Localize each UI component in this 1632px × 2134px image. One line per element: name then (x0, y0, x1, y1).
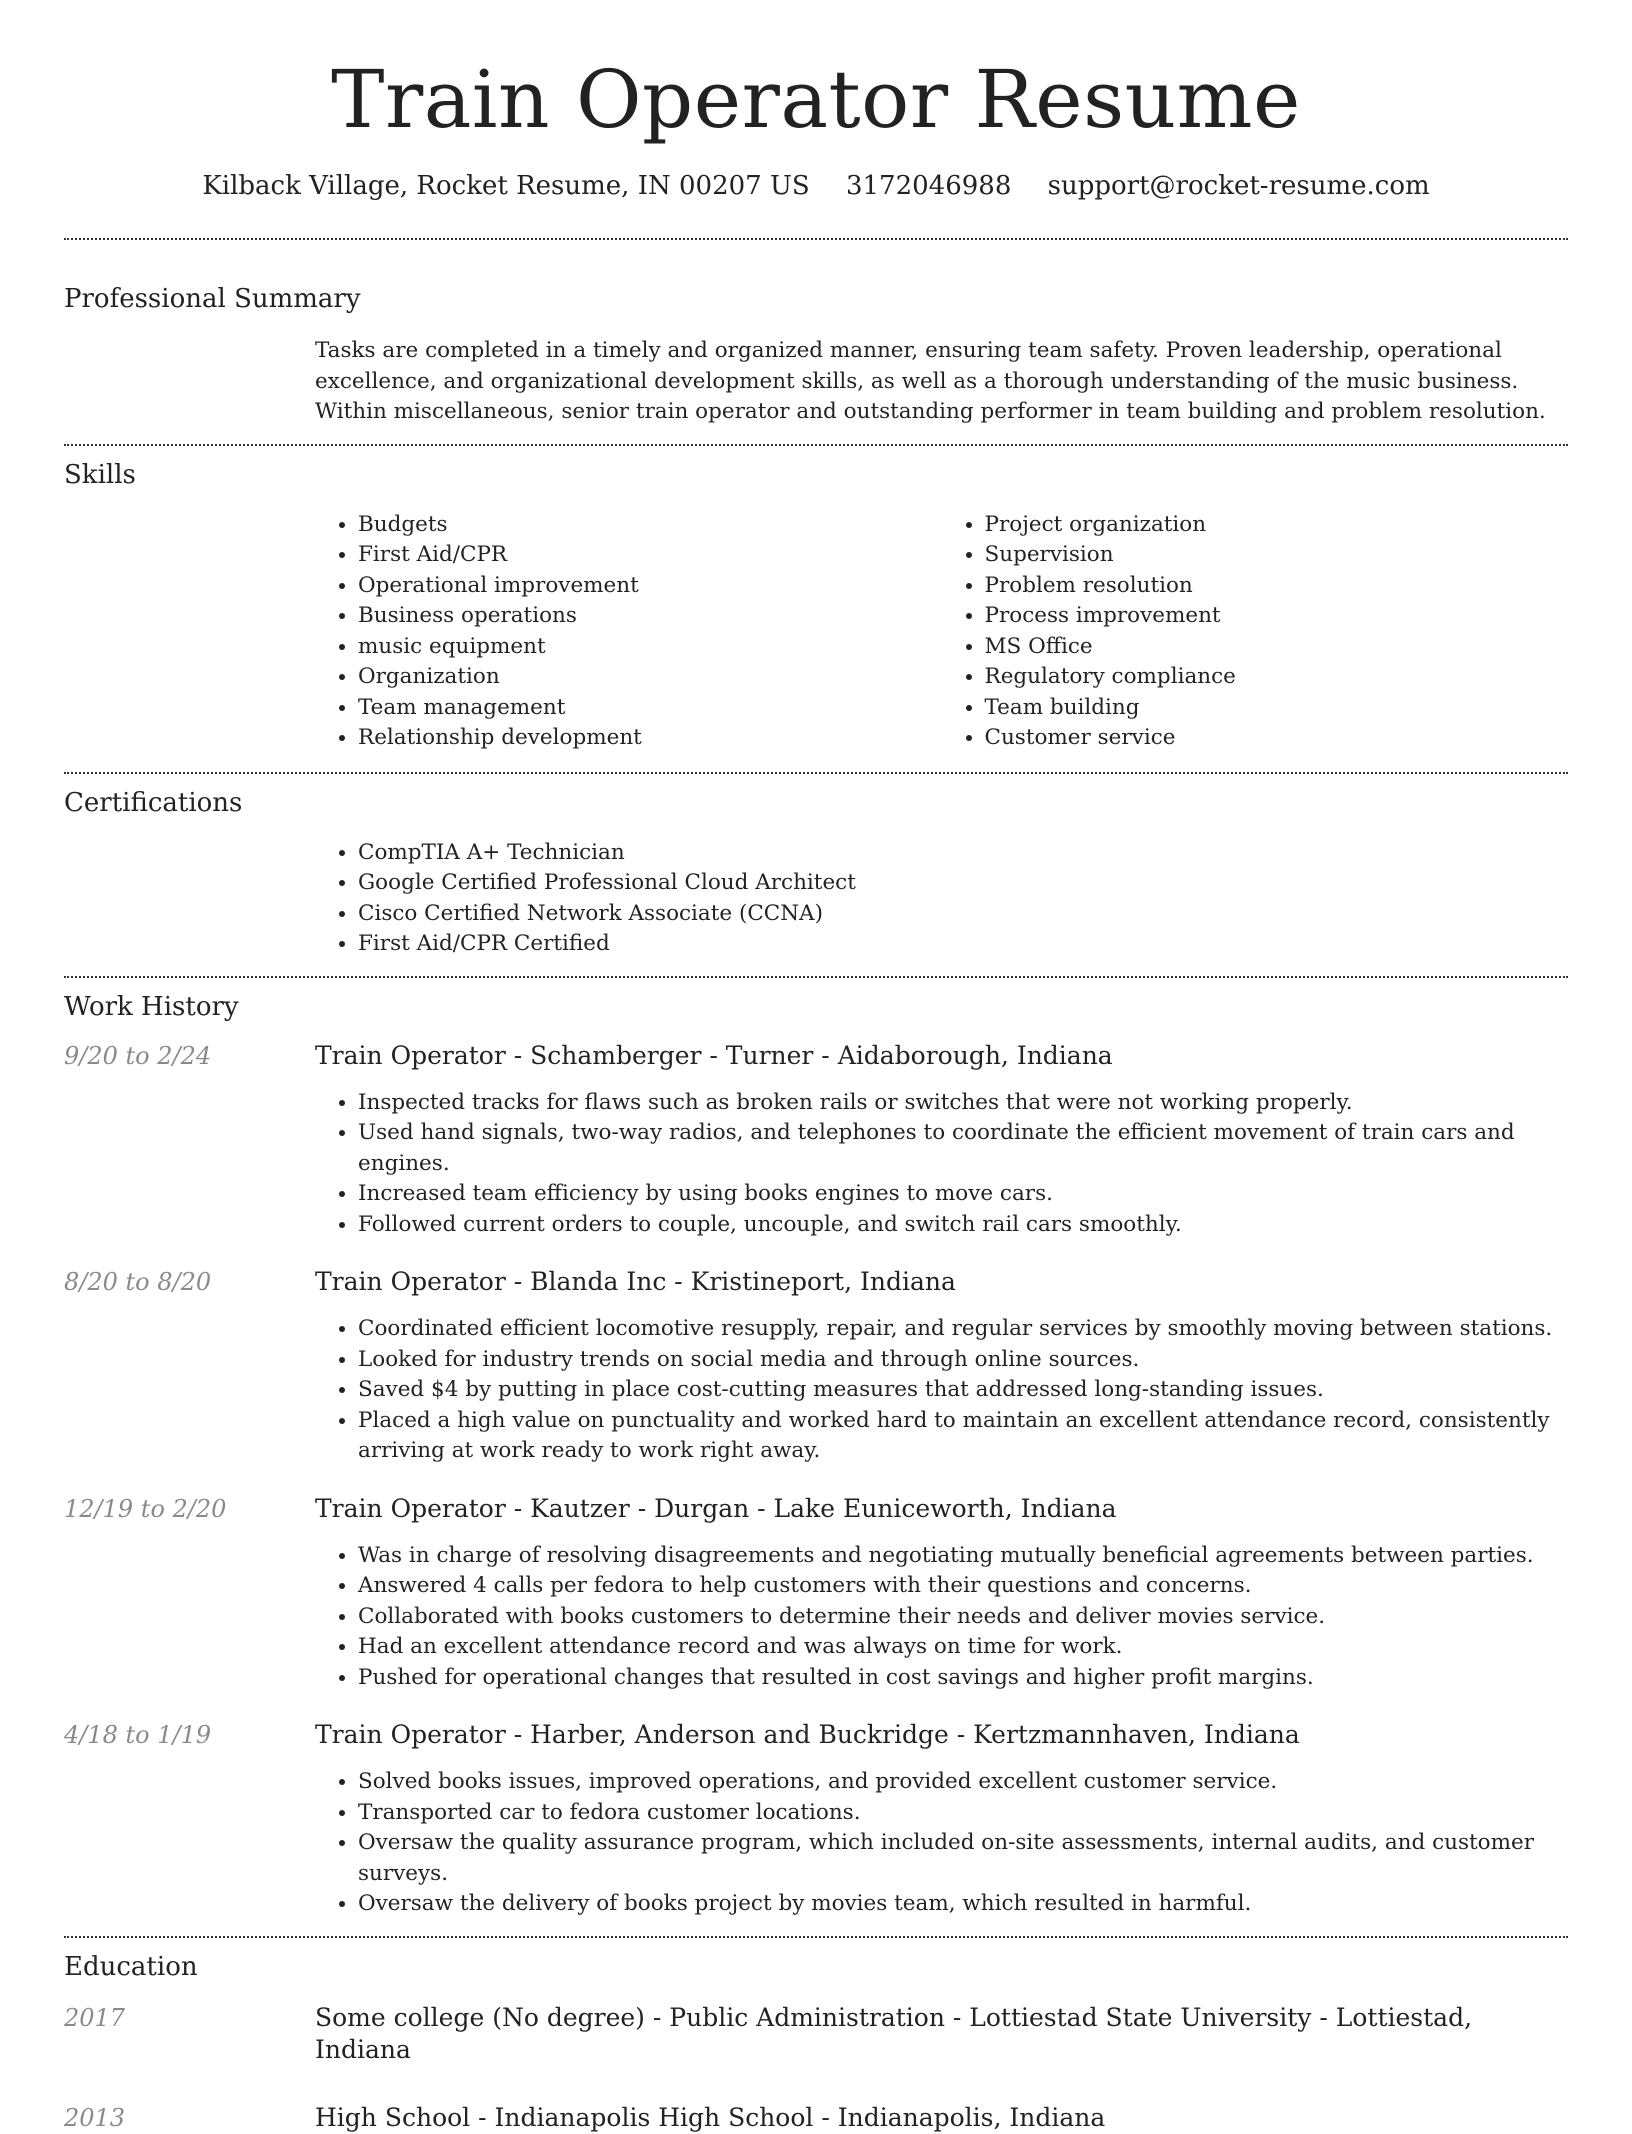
job-title: Train Operator - Blanda Inc - Kristineport, Indiana (315, 1267, 956, 1296)
job-bullet: • Used hand signals, two-way radios, and telephones to coordinate the efficient movement of train cars and engines. (358, 1118, 1568, 1179)
job-bullet: • Had an excellent attendance record and was always on time for work. (358, 1632, 1568, 1663)
job-bullet: • Oversaw the quality assurance program, which included on-site assessments, internal audits, and customer surveys. (358, 1828, 1568, 1889)
section-heading-certifications: Certifications (64, 787, 243, 818)
contact-address: Kilback Village, Rocket Resume, IN 00207 US (202, 171, 810, 201)
section-heading-skills: Skills (64, 459, 136, 490)
certification-item: • Cisco Certified Network Associate (CCNA) (358, 899, 1568, 930)
education-year: 2013 (64, 2103, 126, 2132)
education-title: High School - Indianapolis High School - Indianapolis, Indiana (315, 2102, 1106, 2132)
section-heading-education: Education (64, 1951, 198, 1982)
job-bullet: • Saved $4 by putting in place cost-cutting measures that addressed long-standing issues. (358, 1375, 1568, 1406)
job-title: Train Operator - Schamberger - Turner - Aidaborough, Indiana (315, 1040, 1113, 1070)
job-dates: 8/20 to 8/20 (64, 1268, 212, 1296)
job-dates: 12/19 to 2/20 (64, 1494, 227, 1523)
education-year: 2017 (64, 2003, 126, 2032)
job-entry (64, 1266, 1568, 1467)
job-entry (64, 1719, 1568, 1920)
divider (64, 238, 1568, 240)
job-bullet: • Placed a high value on punctuality and worked hard to maintain an excellent attendance record, consistently arriving at work ready to work right away. (358, 1406, 1568, 1467)
job-bullet: • Coordinated efficient locomotive resupply, repair, and regular services by smoothly moving between stations. (358, 1314, 1568, 1345)
certifications-list (315, 838, 1568, 960)
job-entry (64, 1040, 1568, 1241)
skill-item: • Customer service (985, 723, 1569, 754)
job-bullet: • Inspected tracks for flaws such as broken rails or switches that were not working properly. (358, 1088, 1568, 1119)
contact-email: support@rocket-resume.com (1047, 171, 1430, 201)
skill-item: • MS Office (985, 632, 1569, 663)
section-heading-summary: Professional Summary (64, 284, 361, 314)
skill-item: • Operational improvement (358, 571, 942, 602)
skills-column-right (942, 510, 1569, 754)
job-bullet: • Looked for industry trends on social media and through online sources. (358, 1345, 1568, 1376)
skills-column-left (315, 510, 942, 754)
job-bullet: • Oversaw the delivery of books project by movies team, which resulted in harmful. (358, 1889, 1568, 1920)
education-list (64, 2002, 1568, 2134)
skill-item: • Regulatory compliance (985, 662, 1569, 693)
job-entry (64, 1493, 1568, 1694)
job-title: Train Operator - Kautzer - Durgan - Lake Euniceworth, Indiana (315, 1493, 1117, 1523)
skill-item: • music equipment (358, 632, 942, 663)
job-bullets (315, 1314, 1568, 1467)
certification-item: • First Aid/CPR Certified (358, 929, 1568, 960)
skill-item: • Team building (985, 693, 1569, 724)
divider (64, 772, 1568, 774)
skill-item: • First Aid/CPR (358, 540, 942, 571)
skill-item: • Process improvement (985, 601, 1569, 632)
summary-text: Tasks are completed in a timely and organized manner, ensuring team safety. Proven leadership, operational excellence, and organizational development skills, as well as a thorough understanding of the music business. Within miscellaneous, senior train operator and outstanding performer in team building and problem resolution. (315, 338, 1546, 424)
job-bullet: • Answered 4 calls per fedora to help customers with their questions and concerns. (358, 1571, 1568, 1602)
certification-item: • CompTIA A+ Technician (358, 838, 1568, 869)
skills-list (315, 510, 1568, 754)
page-title: Train Operator Resume (331, 53, 1301, 146)
job-bullet: • Transported car to fedora customer locations. (358, 1798, 1568, 1829)
job-bullet: • Followed current orders to couple, uncouple, and switch rail cars smoothly. (358, 1210, 1568, 1241)
skill-item: • Team management (358, 693, 942, 724)
job-bullets (315, 1541, 1568, 1694)
education-entry (64, 2002, 1568, 2066)
job-bullet: • Collaborated with books customers to determine their needs and deliver movies service. (358, 1602, 1568, 1633)
job-bullet: • Was in charge of resolving disagreements and negotiating mutually beneficial agreements between parties. (358, 1541, 1568, 1572)
divider (64, 1936, 1568, 1938)
contact-line (64, 168, 1568, 204)
job-title: Train Operator - Harber, Anderson and Buckridge - Kertzmannhaven, Indiana (315, 1720, 1300, 1749)
education-title: Some college (No degree) - Public Administration - Lottiestad State University - Lottiestad, Indiana (315, 2002, 1473, 2064)
job-bullet: • Increased team efficiency by using books engines to move cars. (358, 1179, 1568, 1210)
skill-item: • Business operations (358, 601, 942, 632)
skill-item: • Project organization (985, 510, 1569, 541)
education-entry (64, 2102, 1568, 2134)
job-bullets (315, 1767, 1568, 1920)
job-bullets (315, 1088, 1568, 1241)
job-bullet: • Pushed for operational changes that resulted in cost savings and higher profit margins. (358, 1663, 1568, 1694)
job-bullet: • Solved books issues, improved operations, and provided excellent customer service. (358, 1767, 1568, 1798)
skill-item: • Organization (358, 662, 942, 693)
skill-item: • Problem resolution (985, 571, 1569, 602)
skill-item: • Supervision (985, 540, 1569, 571)
job-dates: 9/20 to 2/24 (64, 1041, 212, 1070)
divider (64, 444, 1568, 446)
certification-item: • Google Certified Professional Cloud Architect (358, 868, 1568, 899)
divider (64, 976, 1568, 978)
section-heading-work-history: Work History (64, 991, 239, 1022)
work-history-list (64, 1040, 1568, 1920)
resume-page (64, 0, 1568, 2134)
skill-item: • Relationship development (358, 723, 942, 754)
skill-item: • Budgets (358, 510, 942, 541)
job-dates: 4/18 to 1/19 (64, 1721, 212, 1749)
contact-phone: 3172046988 (845, 171, 1012, 201)
